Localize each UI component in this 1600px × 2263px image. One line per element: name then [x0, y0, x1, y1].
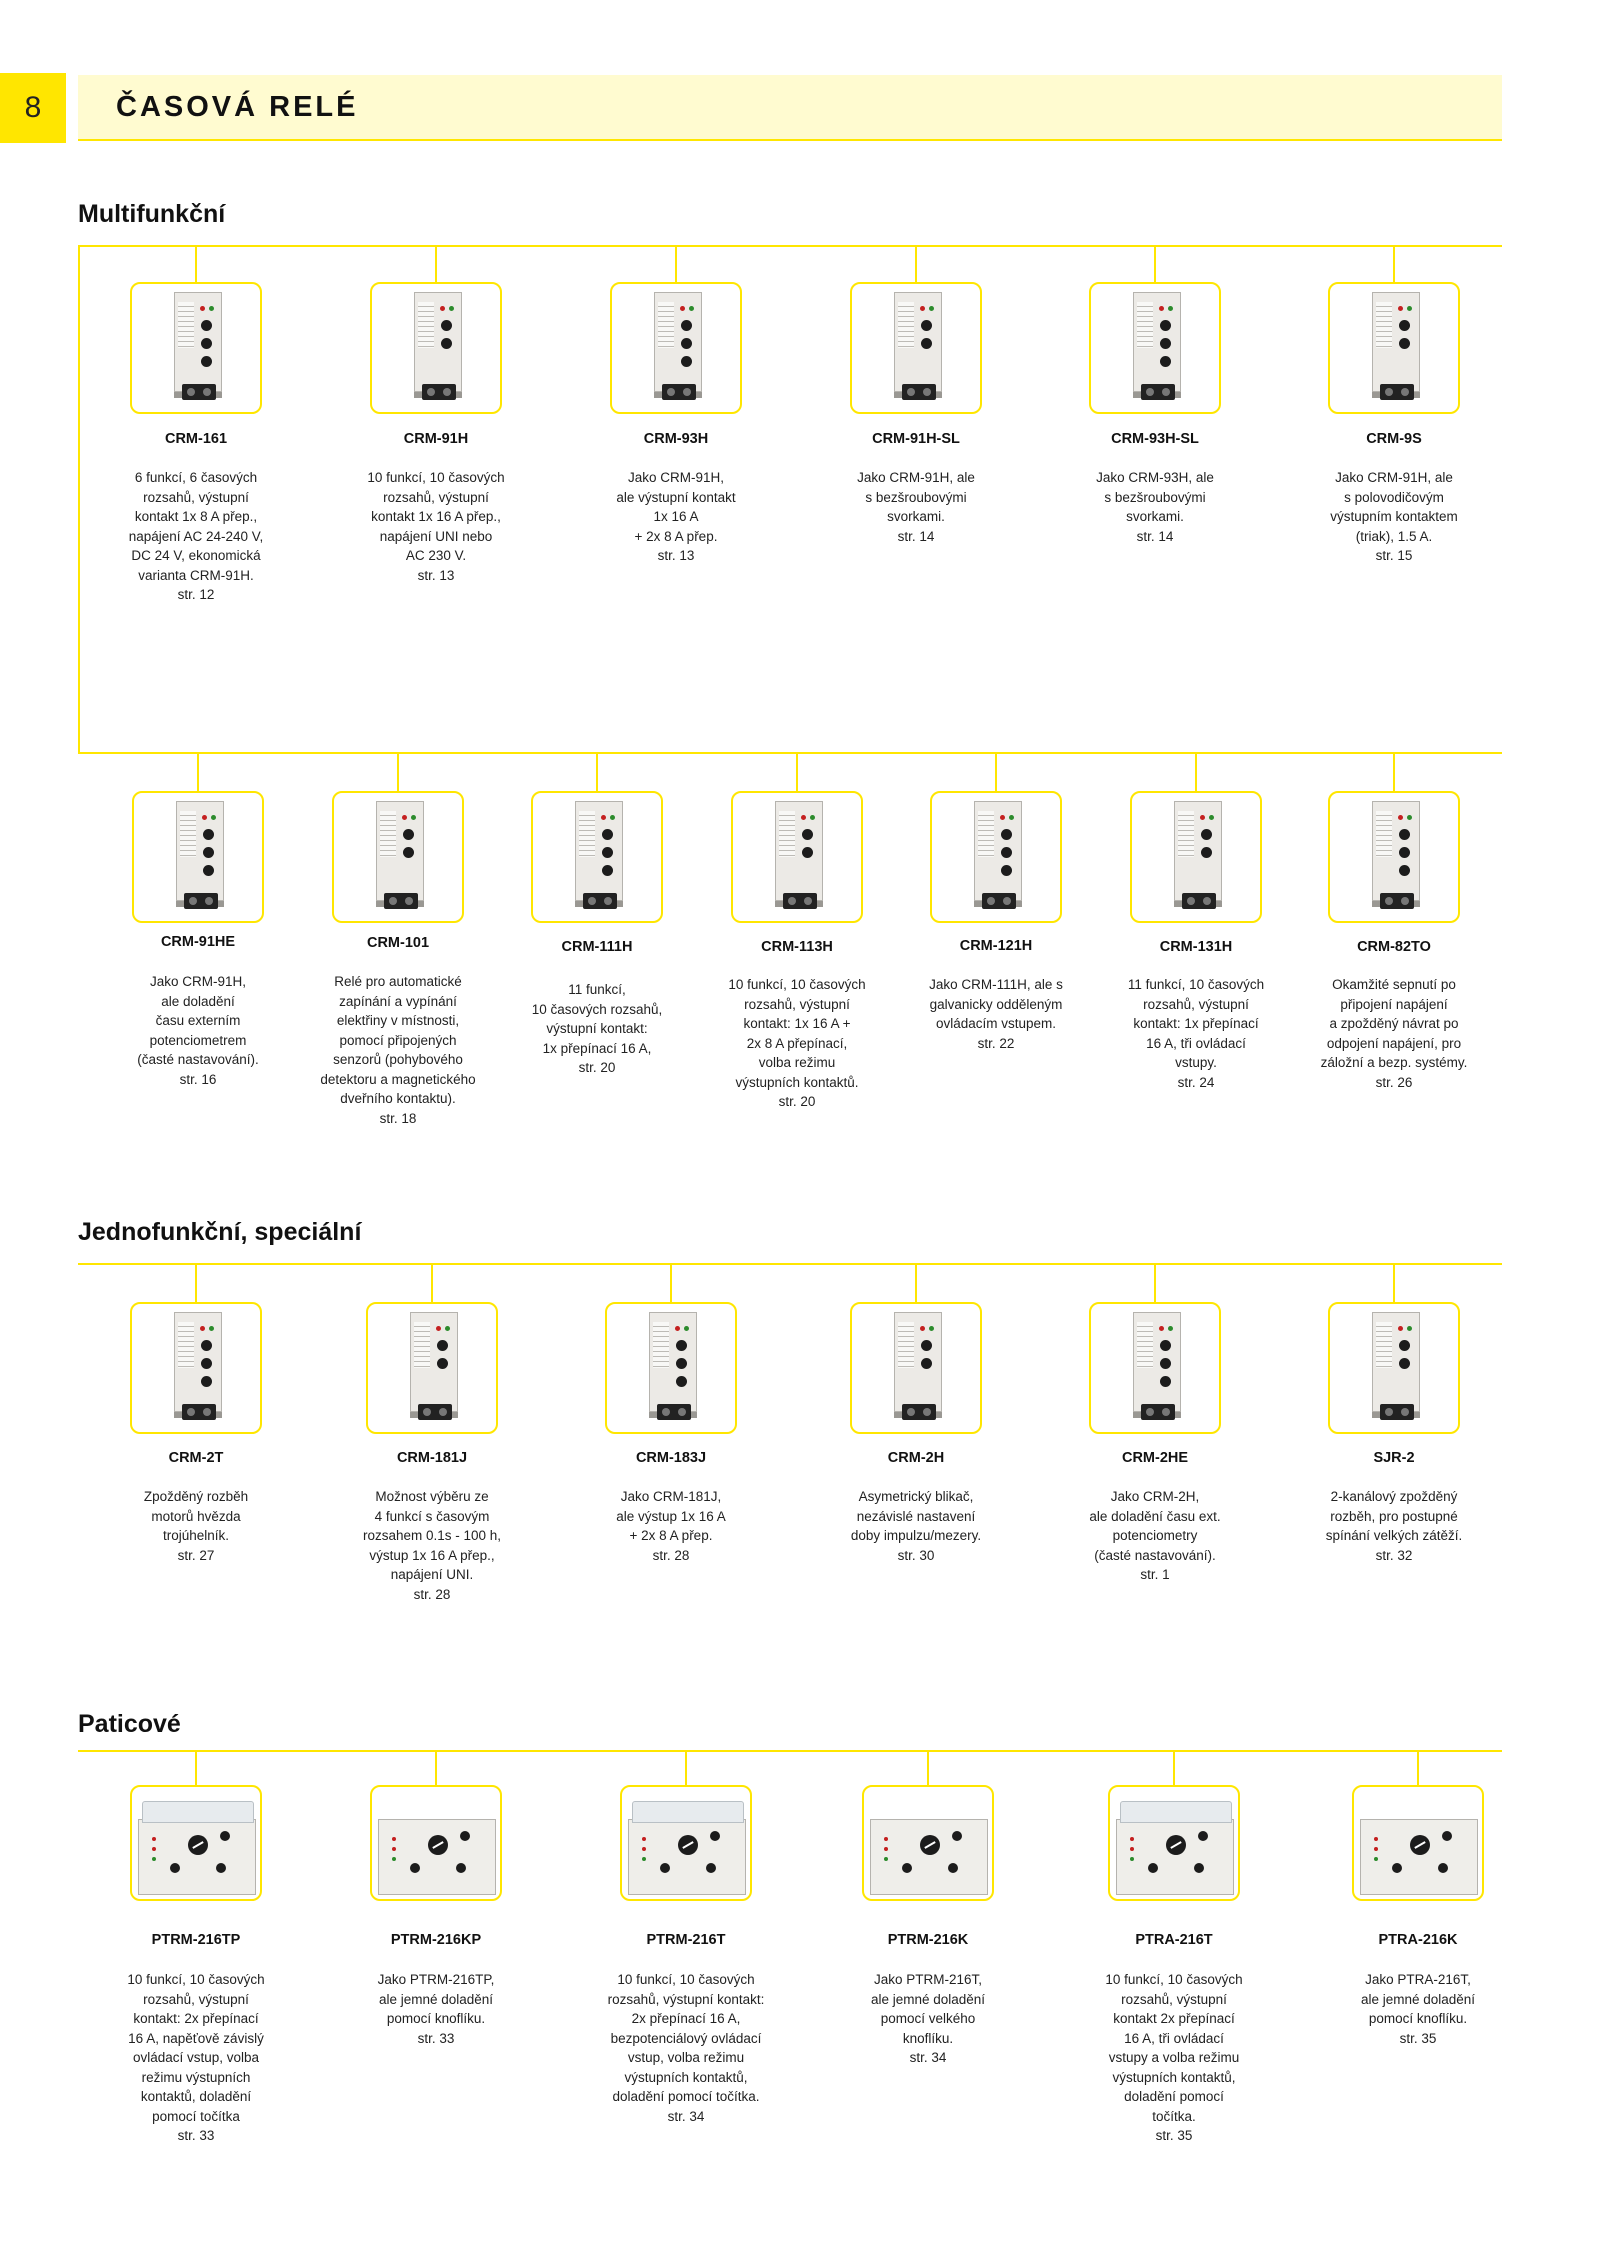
- description-line: pomocí velkého: [880, 2011, 976, 2026]
- description-line: str. 20: [578, 1060, 616, 1075]
- product-card: [370, 282, 502, 414]
- relay-image: [410, 1312, 458, 1428]
- description-line: str. 34: [909, 2050, 947, 2065]
- page-title: ČASOVÁ RELÉ: [116, 90, 359, 123]
- description-line: Jako PTRA-216T,: [1365, 1972, 1471, 1987]
- description-line: str. 33: [417, 2030, 455, 2046]
- card-connector: [435, 245, 437, 282]
- product-description: [1294, 975, 1494, 1092]
- description-line: 1x 16 A: [653, 509, 699, 524]
- product-name: PTRM-216KP: [390, 1932, 482, 1948]
- product-description: [497, 980, 697, 1078]
- description-line: 10 funkcí, 10 časových: [728, 977, 866, 992]
- socket-relay-image: [870, 1801, 988, 1895]
- description-line: ale jemné doladění: [378, 1991, 494, 2007]
- description-line: volba režimu: [758, 1055, 836, 1070]
- description-line: doby impulzu/mezery.: [850, 1528, 982, 1543]
- description-line: kontaktů, doladění: [140, 2089, 252, 2104]
- product-card: [850, 1302, 982, 1434]
- product-name: CRM-101: [366, 935, 430, 951]
- description-line: + 2x 8 A přep.: [634, 528, 718, 544]
- card-connector: [915, 245, 917, 282]
- description-line: ovládací vstup, volba: [132, 2050, 260, 2065]
- socket-relay-image: [1116, 1801, 1234, 1895]
- description-line: kontakt 1x 8 A přep.,: [134, 509, 258, 524]
- product-description: [828, 1970, 1028, 2068]
- description-line: Jako CRM-111H, ale s: [929, 977, 1063, 992]
- product-description: [298, 972, 498, 1128]
- description-line: str. 28: [652, 1547, 690, 1563]
- product-description: [697, 975, 897, 1112]
- description-line: str. 27: [177, 1547, 215, 1563]
- product-description: [816, 1487, 1016, 1565]
- product-card: [930, 791, 1062, 923]
- description-line: 16 A, napěťově závislý: [128, 2030, 264, 2046]
- card-connector: [1393, 245, 1395, 282]
- description-line: Asymetrický blikač,: [858, 1489, 974, 1504]
- product-name: CRM-2HE: [1121, 1450, 1189, 1466]
- product-name: CRM-91H: [403, 431, 469, 447]
- description-line: rozběh, pro postupné: [1330, 1508, 1458, 1524]
- description-line: 11 funkcí,: [568, 982, 626, 997]
- description-line: str. 14: [1136, 528, 1174, 544]
- product-name: CRM-82TO: [1357, 939, 1431, 955]
- card-connector: [195, 1263, 197, 1302]
- product-card: [610, 282, 742, 414]
- description-line: 1x přepínací 16 A,: [542, 1040, 652, 1056]
- card-connector: [1154, 1263, 1156, 1302]
- description-line: Jako CRM-93H, ale: [1096, 470, 1214, 485]
- relay-image: [1372, 1312, 1420, 1428]
- product-card: [130, 282, 262, 414]
- relay-image: [649, 1312, 697, 1428]
- product-card: [1108, 1785, 1240, 1901]
- socket-relay-image: [628, 1801, 746, 1895]
- product-card: [132, 791, 264, 923]
- product-card: [620, 1785, 752, 1901]
- description-line: točítka.: [1152, 2108, 1196, 2124]
- card-connector: [596, 752, 598, 791]
- description-line: Jako CRM-181J,: [620, 1489, 722, 1504]
- product-card: [605, 1302, 737, 1434]
- relay-image: [894, 1312, 942, 1428]
- product-description: [96, 468, 296, 605]
- description-line: ovládacím vstupem.: [935, 1016, 1057, 1031]
- description-line: knoflíku.: [902, 2030, 954, 2046]
- description-line: 10 funkcí, 10 časových: [127, 1972, 265, 1987]
- description-line: vstup, volba režimu: [627, 2050, 745, 2065]
- relay-image: [1174, 801, 1222, 917]
- description-line: Jako CRM-91H,: [149, 974, 247, 989]
- description-line: doladění pomocí točítka.: [612, 2089, 760, 2104]
- description-line: 2-kanálový zpožděný: [1330, 1489, 1458, 1504]
- product-description: [332, 1487, 532, 1604]
- description-line: výstup 1x 16 A přep.,: [369, 1547, 495, 1563]
- description-line: kontakt: 1x 16 A +: [743, 1016, 851, 1031]
- description-line: kontakt 2x přepínací: [1113, 2011, 1235, 2026]
- relay-image: [575, 801, 623, 917]
- relay-image: [1133, 1312, 1181, 1428]
- product-card: [370, 1785, 502, 1901]
- description-line: pomocí připojených: [339, 1032, 457, 1048]
- product-name: CRM-9S: [1366, 431, 1422, 447]
- product-card: [1089, 1302, 1221, 1434]
- description-line: str. 14: [897, 528, 935, 544]
- product-name: PTRA-216K: [1378, 1932, 1458, 1948]
- product-card: [1328, 1302, 1460, 1434]
- description-line: senzorů (pohybového: [333, 1052, 463, 1067]
- product-name: CRM-183J: [635, 1450, 707, 1466]
- description-line: str. 13: [657, 548, 695, 563]
- product-name: CRM-93H: [643, 431, 709, 447]
- description-line: napájení UNI nebo: [379, 528, 493, 544]
- description-line: str. 34: [667, 2108, 705, 2124]
- description-line: pomocí knoflíku.: [386, 2011, 486, 2026]
- description-line: napájení AC 24-240 V,: [128, 528, 264, 544]
- description-line: str. 12: [177, 587, 215, 602]
- description-line: rozsahů, výstupní: [1121, 1991, 1227, 2007]
- product-name: CRM-93H-SL: [1111, 431, 1199, 447]
- description-line: Jako CRM-91H,: [627, 470, 725, 485]
- description-line: motorů hvězda: [151, 1508, 241, 1524]
- description-line: s polovodičovým: [1344, 489, 1444, 505]
- product-name: CRM-161: [164, 431, 228, 447]
- product-description: [336, 1970, 536, 2048]
- description-line: 6 funkcí, 6 časových: [134, 470, 258, 485]
- description-line: výstupních kontaktů,: [624, 2069, 748, 2085]
- card-connector: [927, 1750, 929, 1785]
- card-connector: [431, 1263, 433, 1302]
- description-line: + 2x 8 A přep.: [629, 1528, 713, 1543]
- description-line: str. 15: [1375, 548, 1413, 563]
- product-card: [531, 791, 663, 923]
- section-bar: [78, 1263, 1502, 1265]
- product-description: [896, 975, 1096, 1053]
- description-line: 10 funkcí, 10 časových: [1105, 1972, 1243, 1987]
- description-line: ale výstup 1x 16 A: [616, 1508, 726, 1524]
- section-bar: [78, 752, 1502, 754]
- card-connector: [1393, 752, 1395, 791]
- product-description: [571, 1487, 771, 1565]
- description-line: 16 A, tři ovládací: [1146, 1035, 1246, 1051]
- description-line: výstupních kontaktů.: [735, 1074, 859, 1090]
- description-line: potenciometry: [1112, 1528, 1198, 1543]
- description-line: kontakt: 2x přepínací: [133, 2011, 259, 2026]
- description-line: ale jemné doladění: [870, 1991, 986, 2007]
- description-line: str. 32: [1375, 1547, 1413, 1563]
- product-description: [1055, 1487, 1255, 1585]
- product-card: [130, 1785, 262, 1901]
- product-name: CRM-111H: [561, 939, 633, 955]
- card-connector: [195, 245, 197, 282]
- description-line: (triak), 1.5 A.: [1355, 528, 1433, 544]
- description-line: odpojení napájení, pro: [1326, 1035, 1462, 1051]
- product-name: CRM-91H-SL: [872, 431, 960, 447]
- product-description: [336, 468, 536, 585]
- description-line: času externím: [155, 1013, 241, 1028]
- product-card: [332, 791, 464, 923]
- description-line: galvanicky odděleným: [929, 996, 1063, 1012]
- description-line: str. 16: [179, 1071, 217, 1087]
- description-line: vstupy.: [1175, 1055, 1217, 1070]
- product-name: CRM-2T: [168, 1450, 224, 1466]
- product-description: [1074, 1970, 1274, 2146]
- page-number: 8: [0, 73, 66, 143]
- product-name: SJR-2: [1373, 1450, 1415, 1466]
- product-description: [1318, 1970, 1518, 2048]
- description-line: potenciometrem: [149, 1032, 247, 1048]
- product-description: [1055, 468, 1255, 546]
- relay-image: [775, 801, 823, 917]
- description-line: výstupním kontaktem: [1330, 509, 1458, 524]
- relay-image: [1133, 292, 1181, 408]
- product-card: [1089, 282, 1221, 414]
- description-line: elektřiny v místnosti,: [336, 1013, 460, 1028]
- product-name: CRM-2H: [887, 1450, 945, 1466]
- product-name: PTRA-216T: [1135, 1932, 1213, 1948]
- relay-image: [1372, 801, 1420, 917]
- description-line: Jako CRM-2H,: [1110, 1489, 1200, 1504]
- relay-image: [174, 1312, 222, 1428]
- description-line: rozsahů, výstupní: [744, 996, 850, 1012]
- section-heading: Paticové: [78, 1710, 181, 1738]
- description-line: kontakt 1x 16 A přep.,: [371, 509, 501, 524]
- description-line: doladění pomocí: [1124, 2089, 1224, 2104]
- description-line: str. 18: [379, 1110, 417, 1126]
- description-line: režimu výstupních: [141, 2069, 251, 2085]
- description-line: Relé pro automatické: [334, 974, 462, 989]
- description-line: rozsahem 0.1s - 100 h,: [362, 1528, 502, 1543]
- product-description: [816, 468, 1016, 546]
- description-line: str. 13: [417, 567, 455, 583]
- description-line: varianta CRM-91H.: [138, 567, 254, 583]
- product-card: [1328, 791, 1460, 923]
- card-connector: [1393, 1263, 1395, 1302]
- description-line: Jako PTRM-216T,: [873, 1972, 983, 1987]
- description-line: ale výstupní kontakt: [616, 489, 736, 505]
- description-line: svorkami.: [1126, 509, 1184, 524]
- card-connector: [195, 1750, 197, 1785]
- description-line: ale doladění: [161, 993, 235, 1009]
- product-description: [96, 1487, 296, 1565]
- relay-image: [414, 292, 462, 408]
- card-connector: [1195, 752, 1197, 791]
- description-line: str. 20: [778, 1094, 816, 1109]
- card-connector: [670, 1263, 672, 1302]
- description-line: zapínání a vypínání: [339, 993, 457, 1009]
- description-line: Zpožděný rozběh: [143, 1489, 249, 1504]
- product-card: [366, 1302, 498, 1434]
- description-line: 10 časových rozsahů,: [531, 1001, 663, 1017]
- product-card: [1328, 282, 1460, 414]
- product-name: PTRM-216K: [887, 1932, 969, 1948]
- product-card: [130, 1302, 262, 1434]
- section-heading: Multifunkční: [78, 200, 226, 228]
- product-description: [1294, 1487, 1494, 1565]
- description-line: 10 funkcí, 10 časových: [367, 470, 505, 485]
- card-connector: [1154, 245, 1156, 282]
- description-line: rozsahů, výstupní: [143, 489, 249, 505]
- description-line: bezpotenciálový ovládací: [610, 2030, 762, 2046]
- card-connector: [915, 1263, 917, 1302]
- description-line: detektoru a magnetického: [320, 1071, 476, 1087]
- relay-image: [974, 801, 1022, 917]
- description-line: Okamžité sepnutí po: [1332, 977, 1456, 992]
- description-line: kontakt: 1x přepínací: [1133, 1016, 1259, 1031]
- description-line: ale doladění času ext.: [1089, 1508, 1221, 1524]
- description-line: AC 230 V.: [405, 548, 467, 563]
- description-line: rozsahů, výstupní: [383, 489, 489, 505]
- relay-image: [176, 801, 224, 917]
- product-card: [862, 1785, 994, 1901]
- card-connector: [675, 245, 677, 282]
- product-card: [1352, 1785, 1484, 1901]
- description-line: připojení napájení: [1340, 996, 1448, 1012]
- description-line: 11 funkcí, 10 časových: [1127, 977, 1265, 992]
- product-name: CRM-121H: [959, 938, 1033, 954]
- relay-image: [174, 292, 222, 408]
- description-line: ale jemné doladění: [1360, 1991, 1476, 2007]
- card-connector: [995, 752, 997, 791]
- product-description: [1294, 468, 1494, 566]
- relay-image: [376, 801, 424, 917]
- description-line: s bezšroubovými: [865, 489, 967, 505]
- description-line: str. 35: [1399, 2030, 1437, 2046]
- socket-relay-image: [138, 1801, 256, 1895]
- description-line: str. 22: [977, 1035, 1015, 1051]
- card-connector: [796, 752, 798, 791]
- section-bar: [78, 245, 80, 753]
- description-line: Jako CRM-91H, ale: [857, 470, 975, 485]
- description-line: rozsahů, výstupní kontakt:: [607, 1991, 765, 2007]
- description-line: Jako PTRM-216TP,: [377, 1972, 495, 1987]
- card-connector: [397, 752, 399, 791]
- card-connector: [1173, 1750, 1175, 1785]
- product-name: CRM-131H: [1159, 939, 1233, 955]
- product-card: [850, 282, 982, 414]
- socket-relay-image: [1360, 1801, 1478, 1895]
- description-line: dveřního kontaktu).: [340, 1091, 456, 1106]
- product-description: [96, 1970, 296, 2146]
- product-card: [731, 791, 863, 923]
- product-name: PTRM-216T: [646, 1932, 726, 1948]
- description-line: str. 30: [897, 1547, 935, 1563]
- description-line: 2x 8 A přepínací,: [746, 1035, 848, 1051]
- card-connector: [197, 752, 199, 791]
- description-line: rozsahů, výstupní: [1143, 996, 1249, 1012]
- page-header: [78, 75, 1502, 141]
- section-heading: Jednofunkční, speciální: [78, 1218, 362, 1246]
- description-line: rozsahů, výstupní: [143, 1991, 249, 2007]
- description-line: pomocí knoflíku.: [1368, 2011, 1468, 2026]
- description-line: Jako CRM-91H, ale: [1335, 470, 1453, 485]
- description-line: 2x přepínací 16 A,: [631, 2011, 741, 2026]
- product-description: [576, 468, 776, 566]
- relay-image: [1372, 292, 1420, 408]
- description-line: záložní a bezp. systémy.: [1320, 1055, 1468, 1070]
- product-name: CRM-113H: [761, 939, 833, 955]
- description-line: vstupy a volba režimu: [1108, 2050, 1240, 2065]
- description-line: pomocí točítka: [152, 2108, 240, 2124]
- product-name: CRM-91HE: [160, 934, 236, 950]
- description-line: str. 26: [1375, 1074, 1413, 1090]
- description-line: trojúhelník.: [162, 1528, 230, 1543]
- description-line: spínání velkých zátěží.: [1325, 1528, 1463, 1543]
- relay-image: [894, 292, 942, 408]
- description-line: nezávislé nastavení: [856, 1508, 976, 1524]
- description-line: 4 funkcí s časovým: [374, 1508, 490, 1524]
- description-line: a zpožděný návrat po: [1329, 1016, 1459, 1031]
- description-line: str. 35: [1155, 2128, 1193, 2143]
- description-line: 10 funkcí, 10 časových: [617, 1972, 755, 1987]
- description-line: str. 28: [413, 1586, 451, 1602]
- description-line: výstupní kontakt:: [546, 1021, 648, 1036]
- description-line: (časté nastavování).: [1094, 1547, 1216, 1563]
- section-bar: [78, 1750, 1502, 1752]
- relay-image: [654, 292, 702, 408]
- description-line: 16 A, tři ovládací: [1124, 2030, 1224, 2046]
- description-line: str. 33: [177, 2128, 215, 2143]
- product-description: [586, 1970, 786, 2126]
- description-line: s bezšroubovými: [1104, 489, 1206, 505]
- card-connector: [435, 1750, 437, 1785]
- description-line: (časté nastavování).: [137, 1052, 259, 1067]
- section-bar: [78, 245, 1502, 247]
- product-description: [1096, 975, 1296, 1092]
- description-line: DC 24 V, ekonomická: [131, 548, 261, 563]
- description-line: svorkami.: [887, 509, 945, 524]
- description-line: Možnost výběru ze: [375, 1489, 489, 1504]
- card-connector: [1417, 1750, 1419, 1785]
- card-connector: [685, 1750, 687, 1785]
- description-line: napájení UNI.: [390, 1567, 474, 1582]
- description-line: str. 24: [1177, 1074, 1215, 1090]
- product-name: CRM-181J: [396, 1450, 468, 1466]
- product-name: PTRM-216TP: [151, 1932, 241, 1948]
- description-line: výstupních kontaktů,: [1112, 2069, 1236, 2085]
- description-line: str. 1: [1140, 1567, 1170, 1582]
- product-card: [1130, 791, 1262, 923]
- product-description: [98, 972, 298, 1089]
- socket-relay-image: [378, 1801, 496, 1895]
